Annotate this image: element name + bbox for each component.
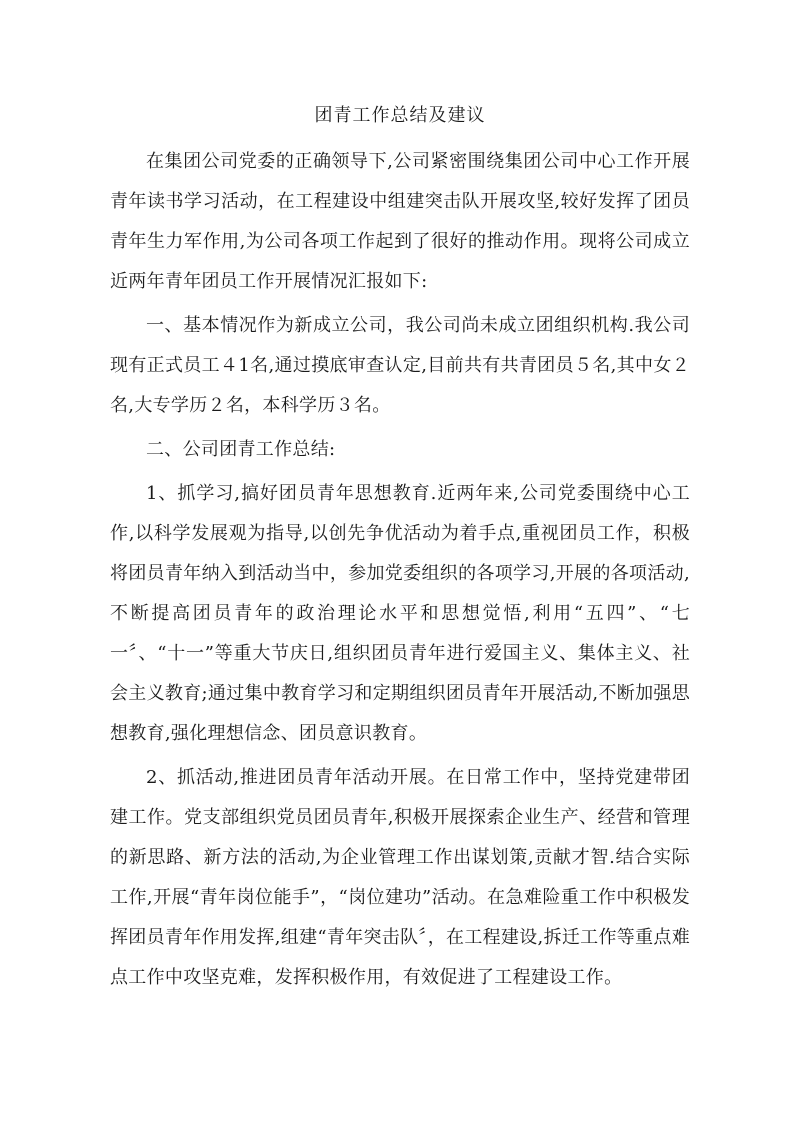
paragraph-activities: 2、抓活动,推进团员青年活动开展。在日常工作中，坚持党建带团建工作。党支部组织党员团员青年,积极开展探索企业生产、经营和管理的新思路、新方法的活动,为企业管理工作出谋划策,贡献才智.结合实际工作,开展“青年岗位能手”，“岗位建功”活动。在急难险重工作中积极发挥团员青年作用发挥,组建“青年突击队〞，在工程建设,拆迁工作等重点难点工作中攻坚克难，发挥积极作用，有效促进了工程建设工作。	[110, 767, 690, 988]
document-body	[110, 142, 690, 998]
paragraph-intro: 在集团公司党委的正确领导下,公司紧密围绕集团公司中心工作开展青年读书学习活动，在工程建设中组建突击队开展攻坚,较好发挥了团员青年生力军作用,为公司各项工作起到了很好的推动作用。现将公司成立近两年青年团员工作开展情况汇报如下:	[110, 151, 690, 292]
paragraph-basic-situation: 一、基本情况作为新成立公司，我公司尚未成立团组织机构.我公司现有正式员工４1名,通过摸底审查认定,目前共有共青团员５名,其中女２名,大专学历２名，本科学历３名。	[110, 315, 690, 416]
paragraph-summary-heading: 二、公司团青工作总结:	[146, 439, 336, 460]
document-title: 团青工作总结及建议	[314, 105, 486, 126]
paragraph-study: 1、抓学习,搞好团员青年思想教育.近两年来,公司党委围绕中心工作,以科学发展观为指导,以创先争优活动为着手点,重视团员工作，积极将团员青年纳入到活动当中，参加党委组织的各项学习,开展的各项活动,不断提高团员青年的政治理论水平和思想觉悟,利用“五四”、“七一〞、“十一”等重大节庆日,组织团员青年进行爱国主义、集体主义、社会主义教育;通过集中教育学习和定期组织团员青年开展活动,不断加强思想教育,强化理想信念、团员意识教育。	[110, 483, 690, 744]
